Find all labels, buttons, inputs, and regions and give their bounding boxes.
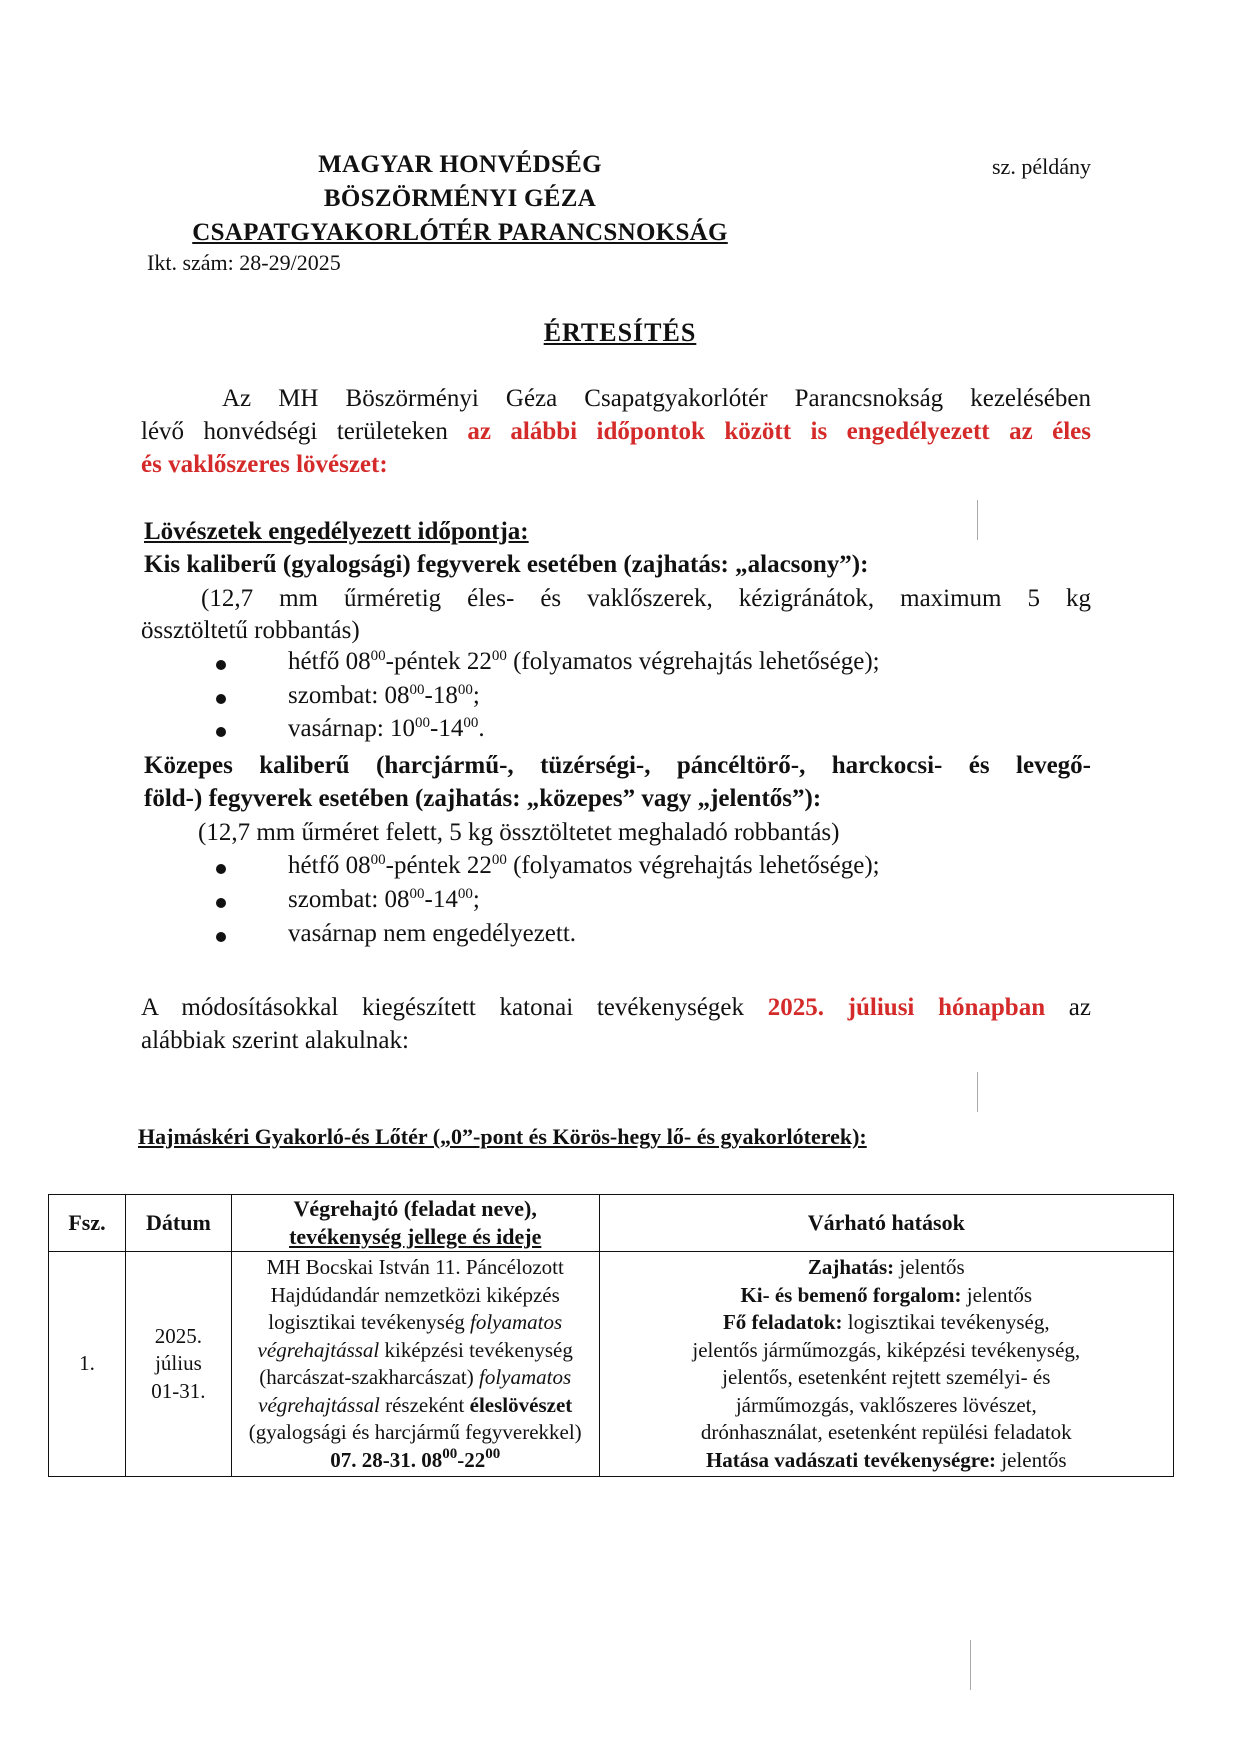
header-executor: Végrehajtó (feladat neve), tevékenység jellege és ideje bbox=[231, 1195, 599, 1252]
row-date: 2025. július 01-31. bbox=[125, 1252, 231, 1477]
scan-mark bbox=[970, 1640, 971, 1690]
small-caliber-desc-line2: össztöltetű robbantás) bbox=[141, 617, 360, 644]
header-effects: Várható hatások bbox=[599, 1195, 1173, 1252]
intro-highlight-2: és vaklőszeres lövészet: bbox=[141, 451, 388, 478]
medium-caliber-desc: (12,7 mm űrméret felett, 5 kg össztöltetet meghaladó robbantás) bbox=[198, 819, 840, 846]
bullet-icon bbox=[216, 660, 226, 670]
copy-number-label: sz. példány bbox=[992, 154, 1091, 179]
table-row bbox=[49, 1252, 1174, 1477]
scan-mark bbox=[977, 500, 978, 540]
file-number: Ikt. szám: 28-29/2025 bbox=[147, 250, 341, 275]
scan-mark bbox=[977, 1072, 978, 1112]
org-name-line2: BÖSZÖRMÉNYI GÉZA bbox=[323, 185, 597, 212]
header-fsz: Fsz. bbox=[49, 1195, 126, 1252]
intro-highlight-1: az alábbi időpontok között is engedélyezett az éles bbox=[467, 418, 1091, 445]
row-number: 1. bbox=[49, 1252, 126, 1477]
bullet-icon bbox=[216, 694, 226, 704]
intro-text-2: lévő honvédségi területeken bbox=[141, 418, 468, 445]
schedule-heading: Lövészetek engedélyezett időpontja: bbox=[144, 518, 529, 545]
row-effects: Zajhatás: jelentős Ki- és bemenő forgalom: jelentős Fő feladatok: logisztikai tevékenység, jelentős járműmozgás, kiképzési tevékenység, jelentős, esetenként rejtett személyi- és járműmozgás, vaklőszeres lövészet, drónhasználat, esetenként repülési feladatok Hatása vadászati tevékenységre: jelentős bbox=[599, 1252, 1173, 1477]
document-title: ÉRTESÍTÉS bbox=[543, 318, 697, 347]
summary-line1: A módosításokkal kiegészített katonai tevékenységek 2025. júliusi hónapban az bbox=[141, 994, 1091, 1021]
summary-highlight: 2025. júliusi hónapban bbox=[767, 994, 1046, 1021]
intro-paragraph-line3 bbox=[141, 448, 1091, 481]
small-caliber-heading: Kis kaliberű (gyalogsági) fegyverek esetében (zajhatás: „alacsony”): bbox=[144, 551, 869, 578]
section-heading: Hajmáskéri Gyakorló-és Lőtér („0”-pont és Körös-hegy lő- és gyakorlóterek): bbox=[138, 1124, 867, 1149]
bullet-icon bbox=[216, 864, 226, 874]
small-caliber-desc-text: (12,7 mm űrméretig éles- és vaklőszerek, kézigránátok, maximum 5 kg bbox=[201, 585, 1091, 612]
table-header-row bbox=[49, 1195, 1174, 1252]
medium-caliber-heading-line1: Közepes kaliberű (harcjármű-, tüzérségi-, páncéltörő-, harckocsi- és levegő- bbox=[144, 752, 1091, 779]
summary-line2: alábbiak szerint alakulnak: bbox=[141, 1027, 409, 1054]
medium-caliber-heading-line2: föld-) fegyverek esetében (zajhatás: „közepes” vagy „jelentős”): bbox=[144, 785, 822, 812]
bullet-icon bbox=[216, 898, 226, 908]
small-caliber-desc-line1 bbox=[201, 582, 1091, 615]
org-name-line1: MAGYAR HONVÉDSÉG bbox=[318, 151, 602, 178]
bullet-icon bbox=[216, 727, 226, 737]
activities-table bbox=[48, 1194, 1174, 1477]
row-executor: MH Bocskai István 11. Páncélozott Hajdúdandár nemzetközi kiképzés logisztikai tevékenység folyamatos végrehajtással kiképzési tevékenység (harcászat-szakharcászat) folyamatos végrehajtással részeként éleslövészet (gyalogsági és harcjármű fegyverekkel) 07. 28-31. $08^{00}-22^{00}$ bbox=[231, 1252, 599, 1477]
bullet-icon bbox=[216, 932, 226, 942]
intro-text-1: Az MH Böszörményi Géza Csapatgyakorlótér Parancsnokság kezelésében bbox=[222, 385, 1091, 412]
intro-paragraph-line2 bbox=[141, 415, 1091, 448]
header-date: Dátum bbox=[125, 1195, 231, 1252]
org-name-line3: CSAPATGYAKORLÓTÉR PARANCSNOKSÁG bbox=[192, 219, 728, 246]
intro-paragraph-line1 bbox=[222, 382, 1091, 415]
